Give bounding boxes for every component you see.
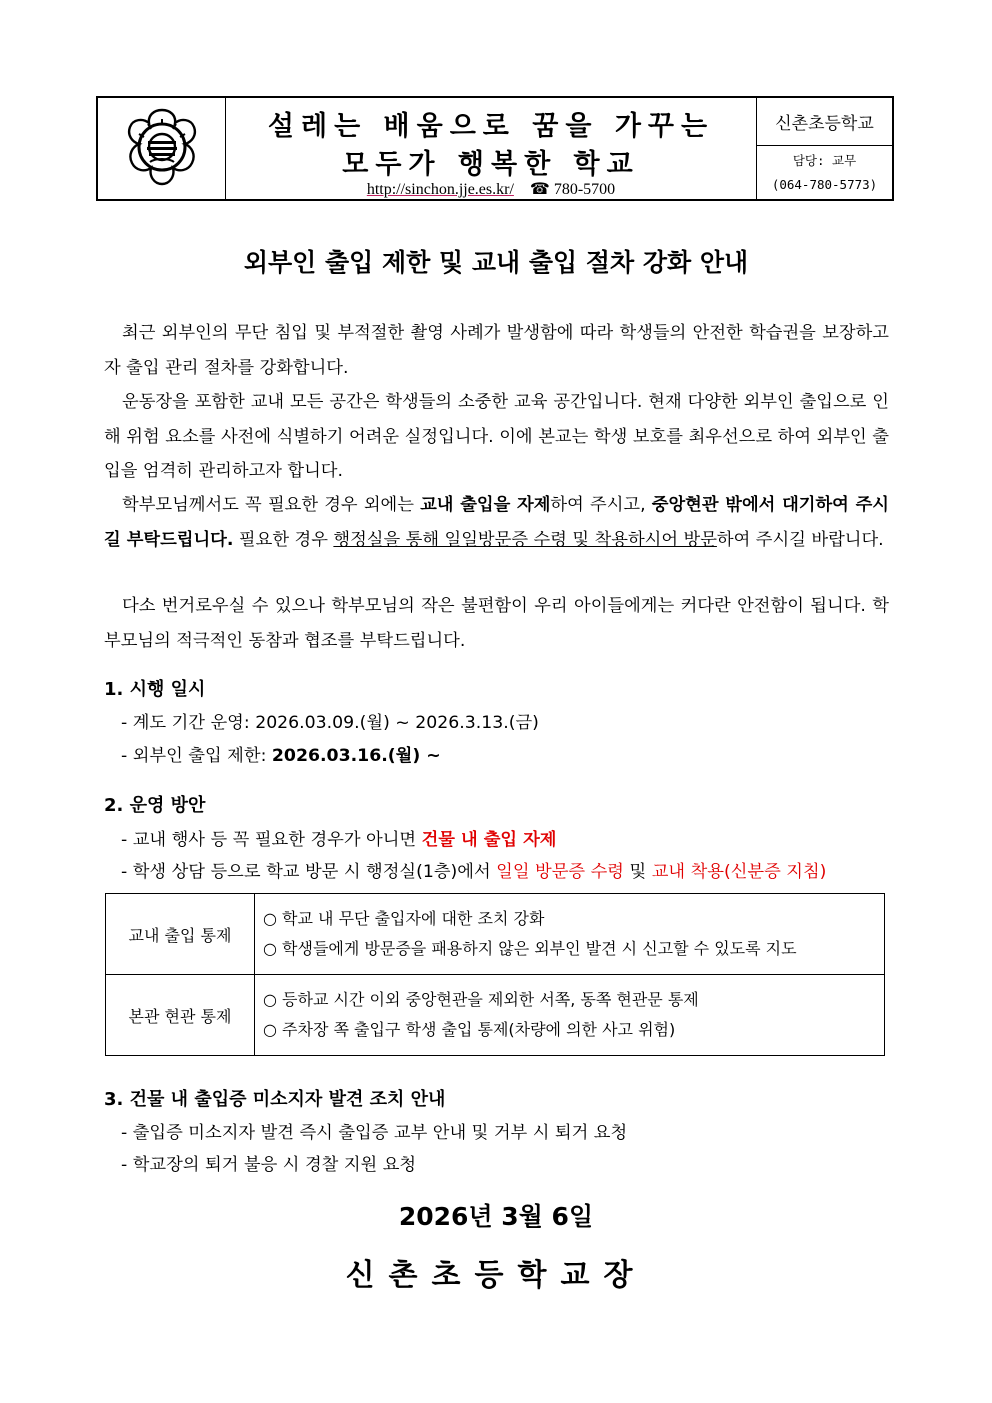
section-2-item-2-red-2: 교내 착용(신분증 지침) <box>651 862 827 882</box>
slogan-line-2: 모두가 행복한 학교 <box>342 149 640 180</box>
section-2-heading: 2. 운영 방안 <box>104 795 206 816</box>
section-3-item-2: - 학교장의 퇴거 불응 시 경찰 지원 요청 <box>121 1155 417 1175</box>
section-1-item-1: - 계도 기간 운영: 2026.03.09.(월) ~ 2026.3.13.(금) <box>121 713 539 733</box>
section-2-item-2 <box>121 857 826 882</box>
table-bullet: ○ 주차장 쪽 출입구 학생 출입 통제(차량에 의한 사고 위험) <box>263 1020 676 1039</box>
table-row-body <box>255 894 885 975</box>
p3-bold-refrain: 교내 출입을 자제 <box>420 495 551 515</box>
principal-signature: 신촌초등학교장 <box>345 1258 647 1293</box>
section-1-item-2-label: - 외부인 출입 제한: <box>121 746 272 766</box>
p3-text-c: 하여 주시고, <box>550 495 652 515</box>
slogan-cell <box>226 98 757 199</box>
school-info-cell <box>757 98 892 199</box>
section-1-item-2 <box>121 741 441 766</box>
section-2-item-2-red-1: 일일 방문증 수령 <box>496 862 624 882</box>
school-emblem-icon <box>117 106 207 192</box>
document-title: 외부인 출입 제한 및 교내 출입 절차 강화 안내 <box>243 248 749 277</box>
control-measures-table <box>105 893 885 1056</box>
slogan-line-1: 설레는 배움으로 꿈을 가꾸는 <box>267 111 715 142</box>
section-2-item-2-mid: 및 <box>624 862 652 882</box>
section-3-item-1: - 출입증 미소지자 발견 즉시 출입증 교부 안내 및 거부 시 퇴거 요청 <box>121 1123 628 1143</box>
intro-paragraph-2: 운동장을 포함한 교내 모든 공간은 학생들의 소중한 교육 공간입니다. 현재 다양한 외부인 출입으로 인해 위험 요소를 사전에 식별하기 어려운 실정입니다. 이에 본교는 학생 보호를 최우선으로 하여 외부인 출입을 엄격히 관리하고자 합니다. <box>104 392 889 481</box>
p3-text-g: 하여 주시길 바랍니다. <box>716 529 884 550</box>
charge-person: 담당: 교무 <box>792 152 857 168</box>
table-bullet: ○ 학생들에게 방문증을 패용하지 않은 외부인 발견 시 신고할 수 있도록 지도 <box>263 939 797 958</box>
table-bullet: ○ 등하교 시간 이외 중앙현관을 제외한 서쪽, 동쪽 현관문 통제 <box>263 990 699 1009</box>
restriction-start-date: 2026.03.16.(월) ~ <box>271 746 441 766</box>
contact-line <box>226 179 756 199</box>
p3-underline-visit: 행정실을 통해 일일방문증 수령 및 착용하시어 방문 <box>333 529 717 550</box>
school-phone: ☎ 780-5700 <box>529 181 616 198</box>
table-row <box>106 975 885 1056</box>
p3-text-e: 필요한 경우 <box>233 529 334 550</box>
section-2-item-2-text: - 학생 상담 등으로 학교 방문 시 행정실(1층)에서 <box>121 862 497 882</box>
intro-paragraph-3 <box>104 488 889 557</box>
table-row-body <box>255 975 885 1056</box>
section-2-item-1-text: - 교내 행사 등 꼭 필요한 경우가 아니면 <box>121 830 422 850</box>
letterhead <box>96 96 894 201</box>
charge-info <box>757 146 892 199</box>
intro-paragraph-1: 최근 외부인의 무단 침입 및 부적절한 촬영 사례가 발생함에 따라 학생들의 안전한 학습권을 보장하고자 출입 관리 절차를 강화합니다. <box>104 323 889 378</box>
section-3-heading: 3. 건물 내 출입증 미소지자 발견 조치 안내 <box>104 1089 446 1110</box>
school-url-link[interactable]: http://sinchon.jje.es.kr/ <box>366 181 514 198</box>
p3-bold-wait: 중앙현관 밖에서 대기하여 주시길 부탁드립니다. <box>104 495 889 550</box>
school-name: 신촌초등학교 <box>757 98 892 146</box>
table-bullet: ○ 학교 내 무단 출입자에 대한 조치 강화 <box>263 909 545 928</box>
charge-phone: (064-780-5773) <box>771 176 878 192</box>
issue-date: 2026년 3월 6일 <box>398 1202 594 1231</box>
section-1-heading: 1. 시행 일시 <box>104 679 206 700</box>
table-row-head: 교내 출입 통제 <box>106 894 255 975</box>
intro-paragraph-4: 다소 번거로우실 수 있으나 학부모님의 작은 불편함이 우리 아이들에게는 커다란 안전함이 됩니다. 학부모님의 적극적인 동참과 협조를 부탁드립니다. <box>104 596 889 651</box>
table-row <box>106 894 885 975</box>
table-row-head: 본관 현관 통제 <box>106 975 255 1056</box>
section-2-item-1 <box>121 825 557 850</box>
emblem-cell <box>98 98 226 199</box>
section-2-item-1-emphasis: 건물 내 출입 자제 <box>421 830 557 850</box>
p3-text-a: 학부모님께서도 꼭 필요한 경우 외에는 <box>122 495 421 515</box>
